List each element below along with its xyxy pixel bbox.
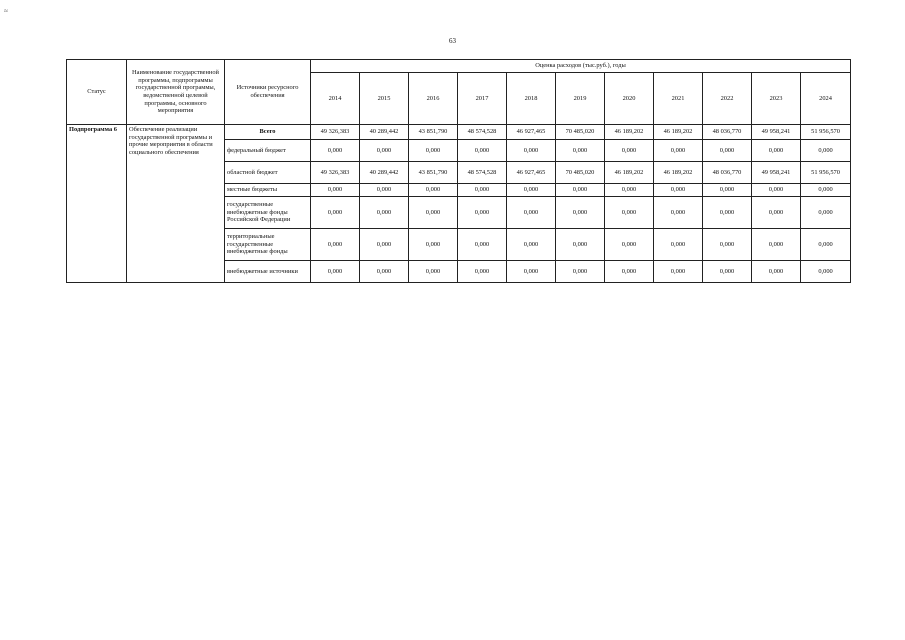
table-cell: 0,000 [507, 261, 556, 283]
table-cell: 0,000 [605, 229, 654, 261]
header-year: 2014 [311, 73, 360, 125]
table-cell: 0,000 [507, 197, 556, 229]
table-cell: 0,000 [801, 140, 851, 162]
table-cell: 0,000 [801, 197, 851, 229]
table-cell: 0,000 [801, 229, 851, 261]
table-cell: 0,000 [654, 140, 703, 162]
table-cell: 51 956,570 [801, 125, 851, 140]
table-row [67, 125, 851, 140]
table-cell: 46 927,465 [507, 162, 556, 184]
table-cell: 0,000 [801, 184, 851, 197]
table-cell: 0,000 [752, 197, 801, 229]
table-cell: 0,000 [605, 184, 654, 197]
table-cell: 0,000 [311, 261, 360, 283]
table-cell: 0,000 [654, 184, 703, 197]
table-cell: 49 326,383 [311, 162, 360, 184]
table-cell: 0,000 [703, 197, 752, 229]
table-cell: 46 189,202 [654, 125, 703, 140]
row-source: областной бюджет [225, 162, 311, 184]
table-cell: 70 485,020 [556, 162, 605, 184]
header-status: Статус [67, 60, 127, 125]
header-year: 2020 [605, 73, 654, 125]
header-year: 2024 [801, 73, 851, 125]
table-cell: 0,000 [752, 229, 801, 261]
table-cell: 0,000 [311, 140, 360, 162]
table-cell: 40 289,442 [360, 162, 409, 184]
header-year: 2016 [409, 73, 458, 125]
block-name: Обеспечение реализации государственной программы и прочие мероприятия в области социального обеспечения [127, 125, 225, 283]
header-year: 2019 [556, 73, 605, 125]
table-cell: 46 189,202 [605, 162, 654, 184]
table-cell: 0,000 [556, 261, 605, 283]
table-cell: 0,000 [458, 197, 507, 229]
row-source: территориальные государственные внебюджетные фонды [225, 229, 311, 261]
table-cell: 0,000 [458, 229, 507, 261]
table-cell: 0,000 [801, 261, 851, 283]
header-year: 2021 [654, 73, 703, 125]
table-cell: 0,000 [360, 184, 409, 197]
table-cell: 40 289,442 [360, 125, 409, 140]
table-cell: 46 927,465 [507, 125, 556, 140]
table-cell: 49 958,241 [752, 162, 801, 184]
table-cell: 0,000 [605, 261, 654, 283]
table-cell: 49 958,241 [752, 125, 801, 140]
table-cell: 0,000 [409, 140, 458, 162]
table-cell: 0,000 [556, 184, 605, 197]
table-cell: 0,000 [556, 140, 605, 162]
table-cell: 0,000 [409, 229, 458, 261]
table-cell: 0,000 [654, 197, 703, 229]
table-cell: 46 189,202 [605, 125, 654, 140]
block-status: Подпрограмма 6 [67, 125, 127, 283]
table-cell: 51 956,570 [801, 162, 851, 184]
table-cell: 43 851,790 [409, 162, 458, 184]
table-cell: 0,000 [360, 140, 409, 162]
table-cell: 0,000 [752, 261, 801, 283]
table-cell: 49 326,383 [311, 125, 360, 140]
row-source: федеральный бюджет [225, 140, 311, 162]
table-cell: 48 036,770 [703, 125, 752, 140]
header-year: 2017 [458, 73, 507, 125]
table-cell: 70 485,020 [556, 125, 605, 140]
row-source: Всего [225, 125, 311, 140]
table-cell: 0,000 [752, 184, 801, 197]
table-cell: 43 851,790 [409, 125, 458, 140]
table-cell: 0,000 [311, 184, 360, 197]
table-cell: 0,000 [458, 184, 507, 197]
table-cell: 0,000 [360, 261, 409, 283]
table-cell: 0,000 [458, 261, 507, 283]
header-source: Источники ресурсного обеспечения [225, 60, 311, 125]
table-cell: 0,000 [409, 261, 458, 283]
table-cell: 0,000 [703, 229, 752, 261]
table-cell: 48 036,770 [703, 162, 752, 184]
row-source: внебюджетные источники [225, 261, 311, 283]
header-year: 2023 [752, 73, 801, 125]
header-name: Наименование государственной программы, подпрограммы государственной программы, ведомственной целевой программы, основного мероприятия [127, 60, 225, 125]
table-cell: 0,000 [703, 261, 752, 283]
table-cell: 0,000 [703, 184, 752, 197]
table-cell: 0,000 [311, 197, 360, 229]
table-cell: 0,000 [311, 229, 360, 261]
table-cell: 0,000 [556, 197, 605, 229]
table-cell: 0,000 [360, 197, 409, 229]
page-number: 63 [449, 37, 456, 45]
table-cell: 0,000 [752, 140, 801, 162]
table-cell: 0,000 [654, 261, 703, 283]
table-cell: 0,000 [556, 229, 605, 261]
row-source: государственные внебюджетные фонды Российской Федерации [225, 197, 311, 229]
page-edge-mark: ≈ [4, 7, 8, 15]
budget-table [66, 59, 851, 283]
table-cell: 0,000 [507, 140, 556, 162]
table-cell: 0,000 [409, 184, 458, 197]
row-source: местные бюджеты [225, 184, 311, 197]
table-cell: 0,000 [507, 229, 556, 261]
table-cell: 0,000 [458, 140, 507, 162]
table-cell: 0,000 [360, 229, 409, 261]
header-year: 2022 [703, 73, 752, 125]
table-cell: 0,000 [654, 229, 703, 261]
header-year: 2015 [360, 73, 409, 125]
table-cell: 48 574,528 [458, 162, 507, 184]
table-cell: 0,000 [605, 197, 654, 229]
table-cell: 46 189,202 [654, 162, 703, 184]
table-cell: 0,000 [605, 140, 654, 162]
table-cell: 48 574,528 [458, 125, 507, 140]
table-cell: 0,000 [703, 140, 752, 162]
header-estimate: Оценка расходов (тыс.руб.), годы [311, 60, 851, 73]
header-year: 2018 [507, 73, 556, 125]
table-cell: 0,000 [507, 184, 556, 197]
table-cell: 0,000 [409, 197, 458, 229]
